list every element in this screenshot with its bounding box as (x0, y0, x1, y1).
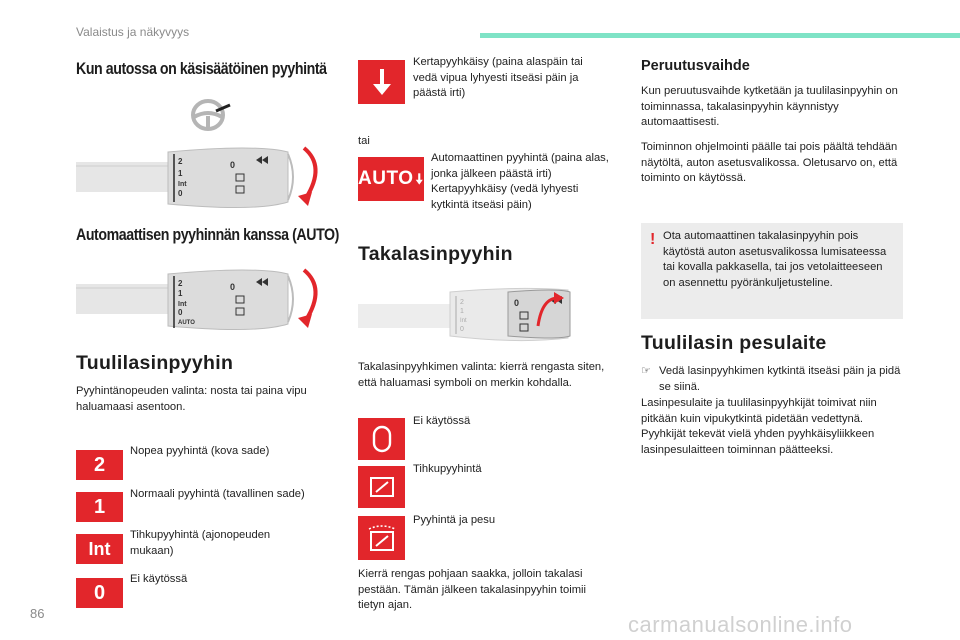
warning-icon: ! (650, 231, 656, 248)
washer-bullet-text: Vedä lasinpyyhkimen kytkintä itseäsi päin ja pidä se siinä. (659, 365, 901, 393)
wiper-description: Pyyhintänopeuden valinta: nosta tai paina vipu haluamaasi asentoon. (76, 385, 307, 413)
page-number: 86 (30, 606, 45, 621)
svg-text:0: 0 (178, 189, 183, 198)
speed-int-label: Tihkupyyhintä (ajonopeuden mukaan) (130, 529, 271, 557)
rear-off-icon (358, 418, 405, 460)
reverse-gear-paragraph-1: Kun peruutusvaihde kytketään ja tuulilasinpyyhin on toiminnassa, takalasinpyyhin käynnistyy automaattisesti. (641, 85, 898, 128)
rear-intermittent-label: Tihkupyyhintä (413, 463, 482, 475)
warning-text: Ota automaattinen takalasinpyyhin pois käytöstä auton asetusvalikossa lumisateessa tai kovalla pakkasella, tai jos vetolaitteeseen on asennettu pyöränkuljetusteline. (663, 230, 887, 289)
rear-wash-label: Pyyhintä ja pesu (413, 514, 496, 526)
svg-text:2: 2 (178, 157, 183, 166)
svg-text:2: 2 (460, 299, 464, 306)
windscreen-wiper-title: Tuulilasinpyyhin (76, 352, 234, 374)
svg-text:AUTO: AUTO (178, 320, 195, 326)
speed-2-label: Nopea pyyhintä (kova sade) (130, 445, 270, 457)
or-text: tai (358, 135, 370, 147)
auto-wipe-text: Automaattinen pyyhintä (paina alas, jonka jälkeen päästä irti) Kertapyyhkäisy (vedä lyhyesti kytkintä itseäsi päin) (431, 152, 609, 211)
reverse-gear-paragraph-2: Toiminnon ohjelmointi päälle tai pois päältä tehdään näytöltä, auton asetusvalikossa. Oletusarvo on, että toiminto on käytössä. (641, 141, 898, 184)
speed-2-icon: 2 (76, 450, 123, 480)
auto-symbol: AUTO (358, 168, 414, 189)
manual-wiper-title: Kun autossa on käsisäätöinen pyyhintä (76, 60, 327, 78)
svg-text:Int: Int (460, 318, 467, 324)
speed-1-icon: 1 (76, 492, 123, 522)
svg-text:2: 2 (178, 279, 183, 288)
section-header: Valaistus ja näkyvyys (76, 25, 190, 39)
single-wipe-text: Kertapyyhkäisy (paina alaspäin tai vedä vipua lyhyesti itseäsi päin ja päästä irti) (413, 56, 583, 99)
svg-text:1: 1 (178, 169, 183, 178)
svg-text:1: 1 (178, 289, 183, 298)
single-wipe-icon (358, 60, 405, 104)
washer-title: Tuulilasin pesulaite (641, 332, 827, 354)
rear-wiper-title: Takalasinpyyhin (358, 243, 513, 265)
speed-int-icon: Int (76, 534, 123, 564)
svg-text:0: 0 (514, 298, 520, 308)
manual-wiper-stalk (76, 140, 336, 218)
svg-text:Int: Int (178, 301, 187, 308)
watermark: carmanualsonline.info (628, 612, 853, 637)
auto-wiper-title: Automaattisen pyyhinnän kanssa (AUTO) (76, 226, 339, 244)
auto-wipe-icon (358, 157, 424, 201)
svg-text:0: 0 (178, 308, 183, 317)
auto-wiper-stalk (76, 262, 336, 340)
header-accent-bar (480, 33, 960, 38)
rear-wiper-footer-text: Kierrä rengas pohjaan saakka, jolloin takalasi pestään. Tämän jälkeen takalasinpyyhin toimii tietyn ajan. (358, 568, 587, 611)
steering-wheel-icon (188, 95, 236, 135)
rear-wiper-stalk (358, 284, 608, 344)
washer-paragraph: Lasinpesulaite ja tuulilasinpyyhkijät toimivat niin pitkään kuin vipukytkintä pidetään vedettynä. Pyyhkijät tekevät vielä yhden pyyhkäisyliikkeen lasinpesulaitteen toiminnan päätteeksi. (641, 397, 877, 456)
reverse-gear-title: Peruutusvaihde (641, 58, 750, 74)
speed-0-label: Ei käytössä (130, 573, 188, 585)
rear-wiper-description: Takalasinpyyhkimen valinta: kierrä rengasta siten, että haluamasi symboli on merkin kohdalla. (358, 361, 605, 389)
svg-text:1: 1 (460, 308, 464, 315)
svg-text:Int: Int (178, 181, 187, 188)
bullet-pointer-icon: ☞ (641, 365, 652, 377)
speed-0-icon: 0 (76, 578, 123, 608)
rear-off-label: Ei käytössä (413, 415, 471, 427)
speed-1-label: Normaali pyyhintä (tavallinen sade) (130, 488, 305, 500)
svg-text:0: 0 (460, 326, 464, 333)
rear-intermittent-icon (358, 466, 405, 508)
svg-text:0: 0 (230, 160, 236, 170)
svg-text:0: 0 (230, 282, 236, 292)
rear-wash-icon (358, 516, 405, 560)
